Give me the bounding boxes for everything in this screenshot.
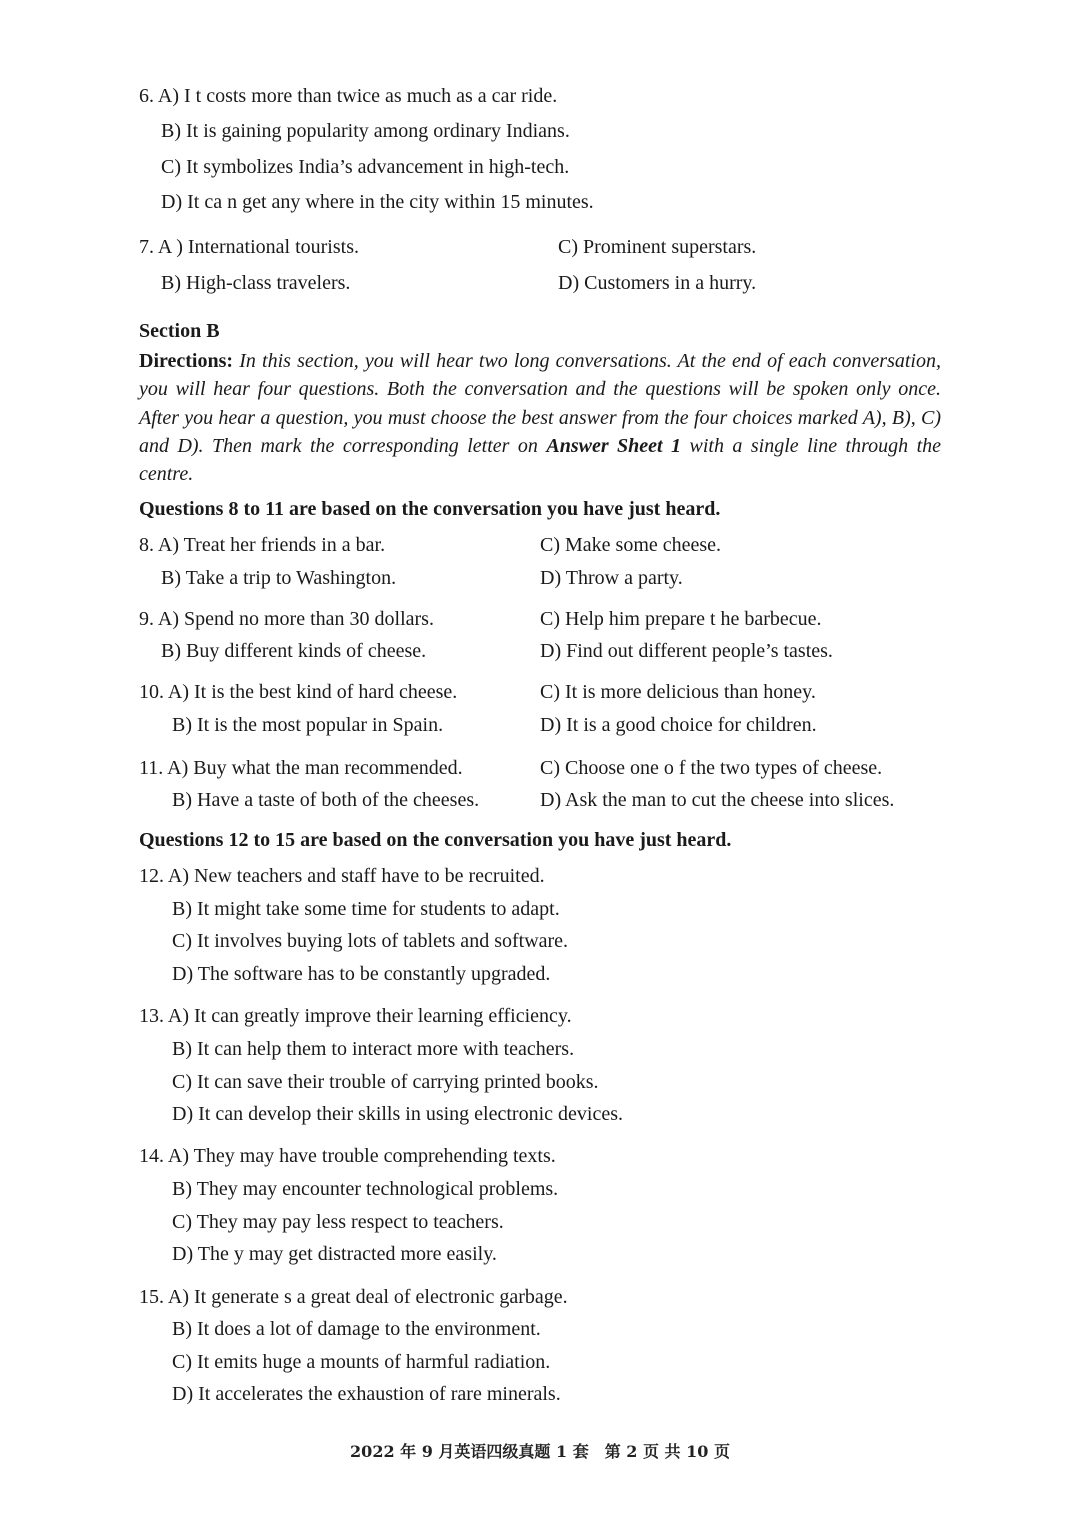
q8-option-c: C) Make some cheese. <box>540 534 722 556</box>
q11-option-d: D) Ask the man to cut the cheese into slices. <box>540 789 895 811</box>
directions-text-1: In this section, you will hear two long conversations. At the end of each conversation, you will hear four questions. Both the conversation and the questions will be spoken only once. After you hear a question, you must choose the best answer from the four choices marked A), B), C) and D). Then mark the corresponding letter on <box>139 350 941 457</box>
q13-option-a: 13. A) It can greatly improve their learning efficiency. <box>139 1005 572 1027</box>
q6-option-c: C) It symbolizes India’s advancement in high-tech. <box>161 156 570 178</box>
q6-option-d: D) It ca n get any where in the city within 15 minutes. <box>161 191 594 213</box>
directions-label: Directions: <box>139 350 234 372</box>
q13-option-d: D) It can develop their skills in using electronic devices. <box>172 1103 623 1125</box>
q14-option-b: B) They may encounter technological problems. <box>172 1178 559 1200</box>
q12-option-b: B) It might take some time for students to adapt. <box>172 898 560 920</box>
section-title: Section B <box>139 320 220 342</box>
q10-option-b: B) It is the most popular in Spain. <box>172 714 444 736</box>
q15-option-d: D) It accelerates the exhaustion of rare minerals. <box>172 1383 561 1405</box>
q7-option-c: C) Prominent superstars. <box>558 236 757 258</box>
q11-option-b: B) Have a taste of both of the cheeses. <box>172 789 480 811</box>
page-footer: 2022 年 9 月英语四级真题 1 套 第 2 页 共 10 页 <box>350 1442 730 1461</box>
q10-option-d: D) It is a good choice for children. <box>540 714 817 736</box>
q15-option-c: C) It emits huge a mounts of harmful radiation. <box>172 1351 551 1373</box>
q7-option-a: 7. A ) International tourists. <box>139 236 359 258</box>
question-group-header-1: Questions 8 to 11 are based on the conversation you have just heard. <box>139 498 721 520</box>
q11-option-a: 11. A) Buy what the man recommended. <box>139 757 463 779</box>
question-group-header-2: Questions 12 to 15 are based on the conversation you have just heard. <box>139 829 732 851</box>
q12-option-c: C) It involves buying lots of tablets and software. <box>172 930 569 952</box>
q9-option-a: 9. A) Spend no more than 30 dollars. <box>139 608 434 630</box>
q9-option-d: D) Find out different people’s tastes. <box>540 640 833 662</box>
q13-option-b: B) It can help them to interact more with teachers. <box>172 1038 575 1060</box>
q12-option-a: 12. A) New teachers and staff have to be recruited. <box>139 865 545 887</box>
q8-option-b: B) Take a trip to Washington. <box>161 567 397 589</box>
q7-option-b: B) High-class travelers. <box>161 272 351 294</box>
q14-option-d: D) The y may get distracted more easily. <box>172 1243 497 1265</box>
q15-option-a: 15. A) It generate s a great deal of electronic garbage. <box>139 1286 568 1308</box>
q15-option-b: B) It does a lot of damage to the environment. <box>172 1318 541 1340</box>
q6-option-b: B) It is gaining popularity among ordinary Indians. <box>161 120 570 142</box>
q6-option-a: 6. A) I t costs more than twice as much as a car ride. <box>139 85 558 107</box>
section-directions <box>139 347 941 488</box>
q9-option-c: C) Help him prepare t he barbecue. <box>540 608 822 630</box>
q7-option-d: D) Customers in a hurry. <box>558 272 757 294</box>
q10-option-c: C) It is more delicious than honey. <box>540 681 816 703</box>
answer-sheet-ref: Answer Sheet 1 <box>546 434 682 457</box>
q8-option-a: 8. A) Treat her friends in a bar. <box>139 534 386 556</box>
q10-option-a: 10. A) It is the best kind of hard cheese. <box>139 681 458 703</box>
q14-option-a: 14. A) They may have trouble comprehending texts. <box>139 1145 556 1167</box>
q11-option-c: C) Choose one o f the two types of cheese. <box>540 757 883 779</box>
q8-option-d: D) Throw a party. <box>540 567 683 589</box>
q9-option-b: B) Buy different kinds of cheese. <box>161 640 427 662</box>
directions-text-2: with a single line through the centre. <box>139 434 941 486</box>
q12-option-d: D) The software has to be constantly upgraded. <box>172 963 551 985</box>
q14-option-c: C) They may pay less respect to teachers. <box>172 1211 504 1233</box>
q13-option-c: C) It can save their trouble of carrying printed books. <box>172 1071 599 1093</box>
